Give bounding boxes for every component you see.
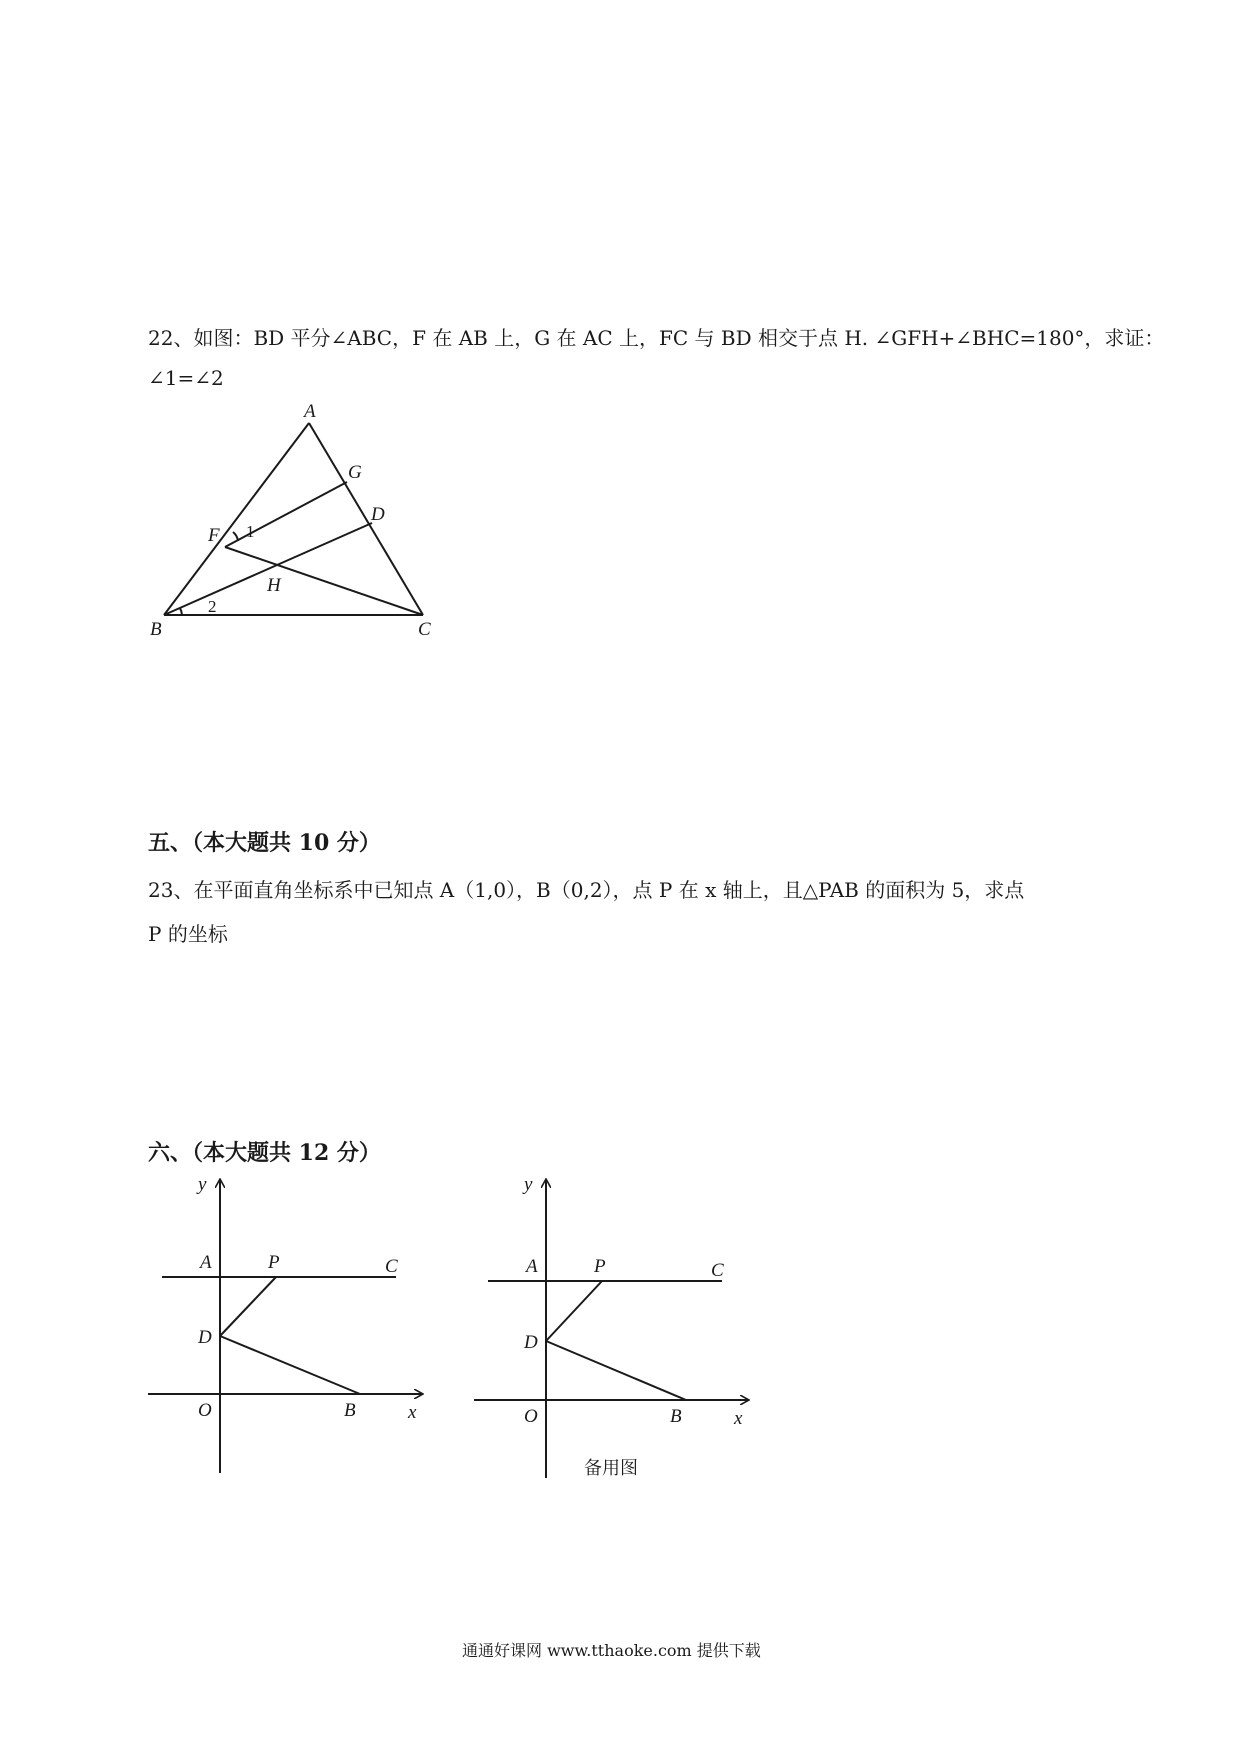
label-b: B <box>344 1400 356 1421</box>
segment-dp <box>220 1277 276 1336</box>
q22-line2: ∠1=∠2 <box>148 366 224 390</box>
segment-db <box>546 1341 686 1400</box>
segment-dp <box>546 1281 602 1341</box>
label-o: O <box>524 1406 538 1427</box>
segment-db <box>220 1336 360 1394</box>
label-x: x <box>734 1408 743 1429</box>
angle-2-arc <box>180 608 182 615</box>
label-o: O <box>198 1400 212 1421</box>
section-6-title: 六、（本大题共 12 分） <box>148 1140 381 1166</box>
coordinate-figure <box>140 1168 440 1478</box>
label-b: B <box>150 619 162 640</box>
segment-ab <box>164 423 309 615</box>
label-d: D <box>371 504 385 525</box>
label-b: B <box>670 1406 682 1427</box>
spare-figure-caption: 备用图 <box>584 1458 638 1479</box>
q23-line2: P 的坐标 <box>148 922 228 946</box>
label-a: A <box>304 401 316 422</box>
segment-ac <box>309 423 423 615</box>
label-c: C <box>711 1260 724 1281</box>
label-y: y <box>524 1174 533 1195</box>
label-angle-2: 2 <box>208 597 217 616</box>
footer-text: 通通好课网 www.tthaoke.com 提供下载 <box>462 1641 761 1660</box>
segment-fc <box>225 547 423 615</box>
label-x: x <box>408 1402 417 1423</box>
label-c: C <box>418 619 431 640</box>
label-angle-1: 1 <box>246 522 255 541</box>
label-g: G <box>348 462 362 483</box>
label-p: P <box>594 1256 606 1277</box>
label-a: A <box>200 1252 212 1273</box>
label-h: H <box>267 575 281 596</box>
angle-1-arc <box>233 532 238 541</box>
label-a: A <box>526 1256 538 1277</box>
label-f: F <box>208 525 220 546</box>
segment-bd <box>164 523 372 615</box>
label-d: D <box>524 1332 538 1353</box>
label-y: y <box>198 1174 207 1195</box>
q23-line1: 23、在平面直角坐标系中已知点 A（1,0），B（0,2），点 P 在 x 轴上，且△PAB 的面积为 5，求点 <box>148 878 1025 902</box>
segment-fg <box>225 482 347 547</box>
q22-line1: 22、如图：BD 平分∠ABC，F 在 AB 上，G 在 AC 上，FC 与 BD 相交于点 H. ∠GFH+∠BHC=180°，求证： <box>148 326 1165 350</box>
spare-coordinate-figure <box>466 1168 766 1488</box>
label-c: C <box>385 1256 398 1277</box>
section-5-title: 五、（本大题共 10 分） <box>148 830 381 856</box>
triangle-figure <box>140 395 450 655</box>
label-p: P <box>268 1252 280 1273</box>
label-d: D <box>198 1327 212 1348</box>
